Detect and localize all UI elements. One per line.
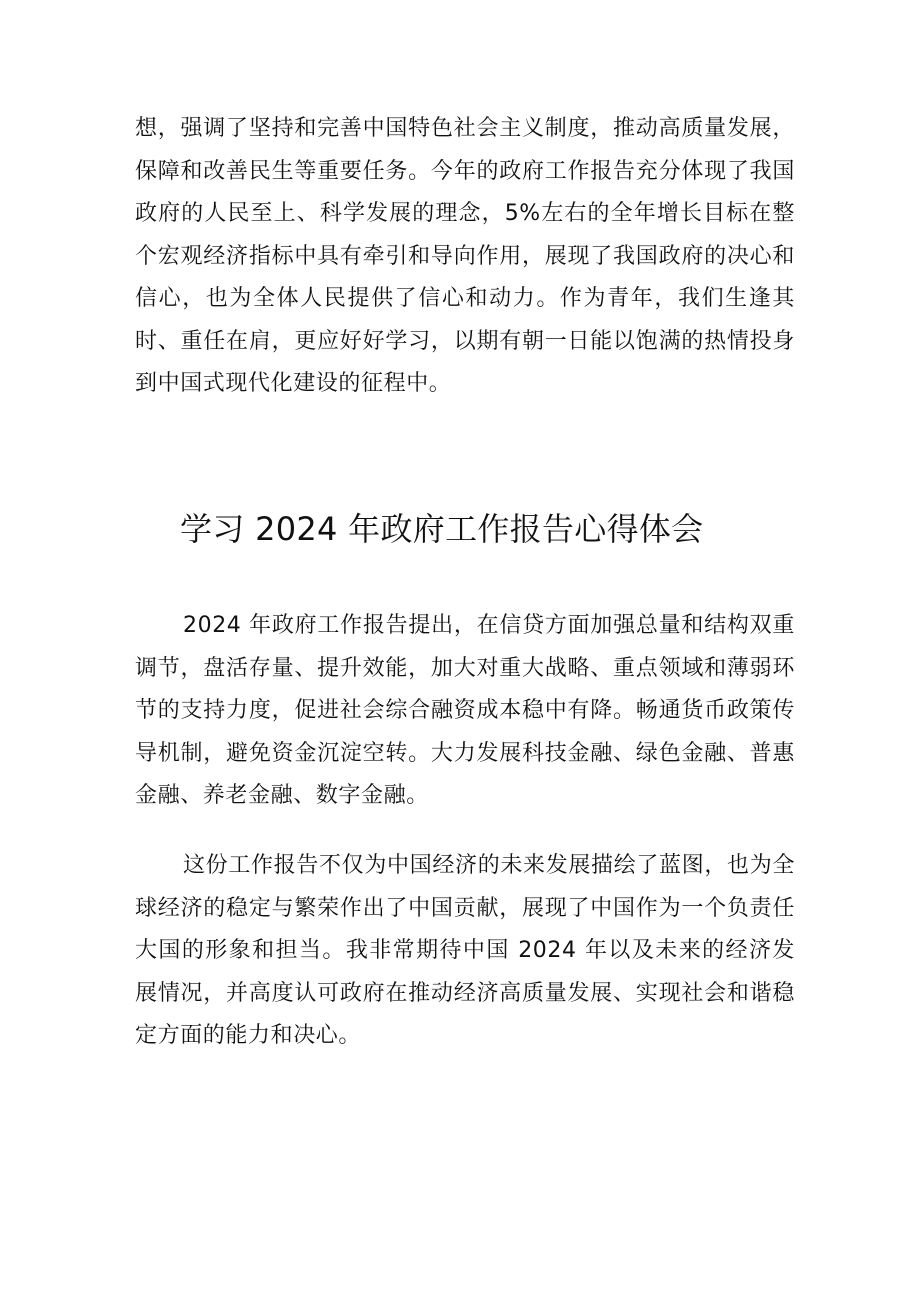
body-paragraph: 2024 年政府工作报告提出，在信贷方面加强总量和结构双重调节，盘活存量、提升效能，加大对重大战略、重点领域和薄弱环节的支持力度，促进社会综合融资成本稳中有降。畅通货币政策传导机制，避免资金沉淀空转。大力发展科技金融、绿色金融、普惠金融、养老金融、数字金融。 <box>135 613 795 808</box>
continuation-paragraph: 想，强调了坚持和完善中国特色社会主义制度，推动高质量发展，保障和改善民生等重要任务。今年的政府工作报告充分体现了我国政府的人民至上、科学发展的理念，5%左右的全年增长目标在整个宏观经济指标中具有牵引和导向作用，展现了我国政府的决心和信心，也为全体人民提供了信心和动力。作为青年，我们生逢其时、重任在肩，更应好好学习，以期有朝一日能以饱满的热情投身到中国式现代化建设的征程中。 <box>135 116 795 396</box>
body-paragraph: 这份工作报告不仅为中国经济的未来发展描绘了蓝图，也为全球经济的稳定与繁荣作出了中国贡献，展现了中国作为一个负责任大国的形象和担当。我非常期待中国 2024 年以及未来的经济发展情况，并高度认可政府在推动经济高质量发展、实现社会和谐稳定方面的能力和决心。 <box>135 853 795 1048</box>
document-title: 学习 2024 年政府工作报告心得体会 <box>180 510 704 548</box>
